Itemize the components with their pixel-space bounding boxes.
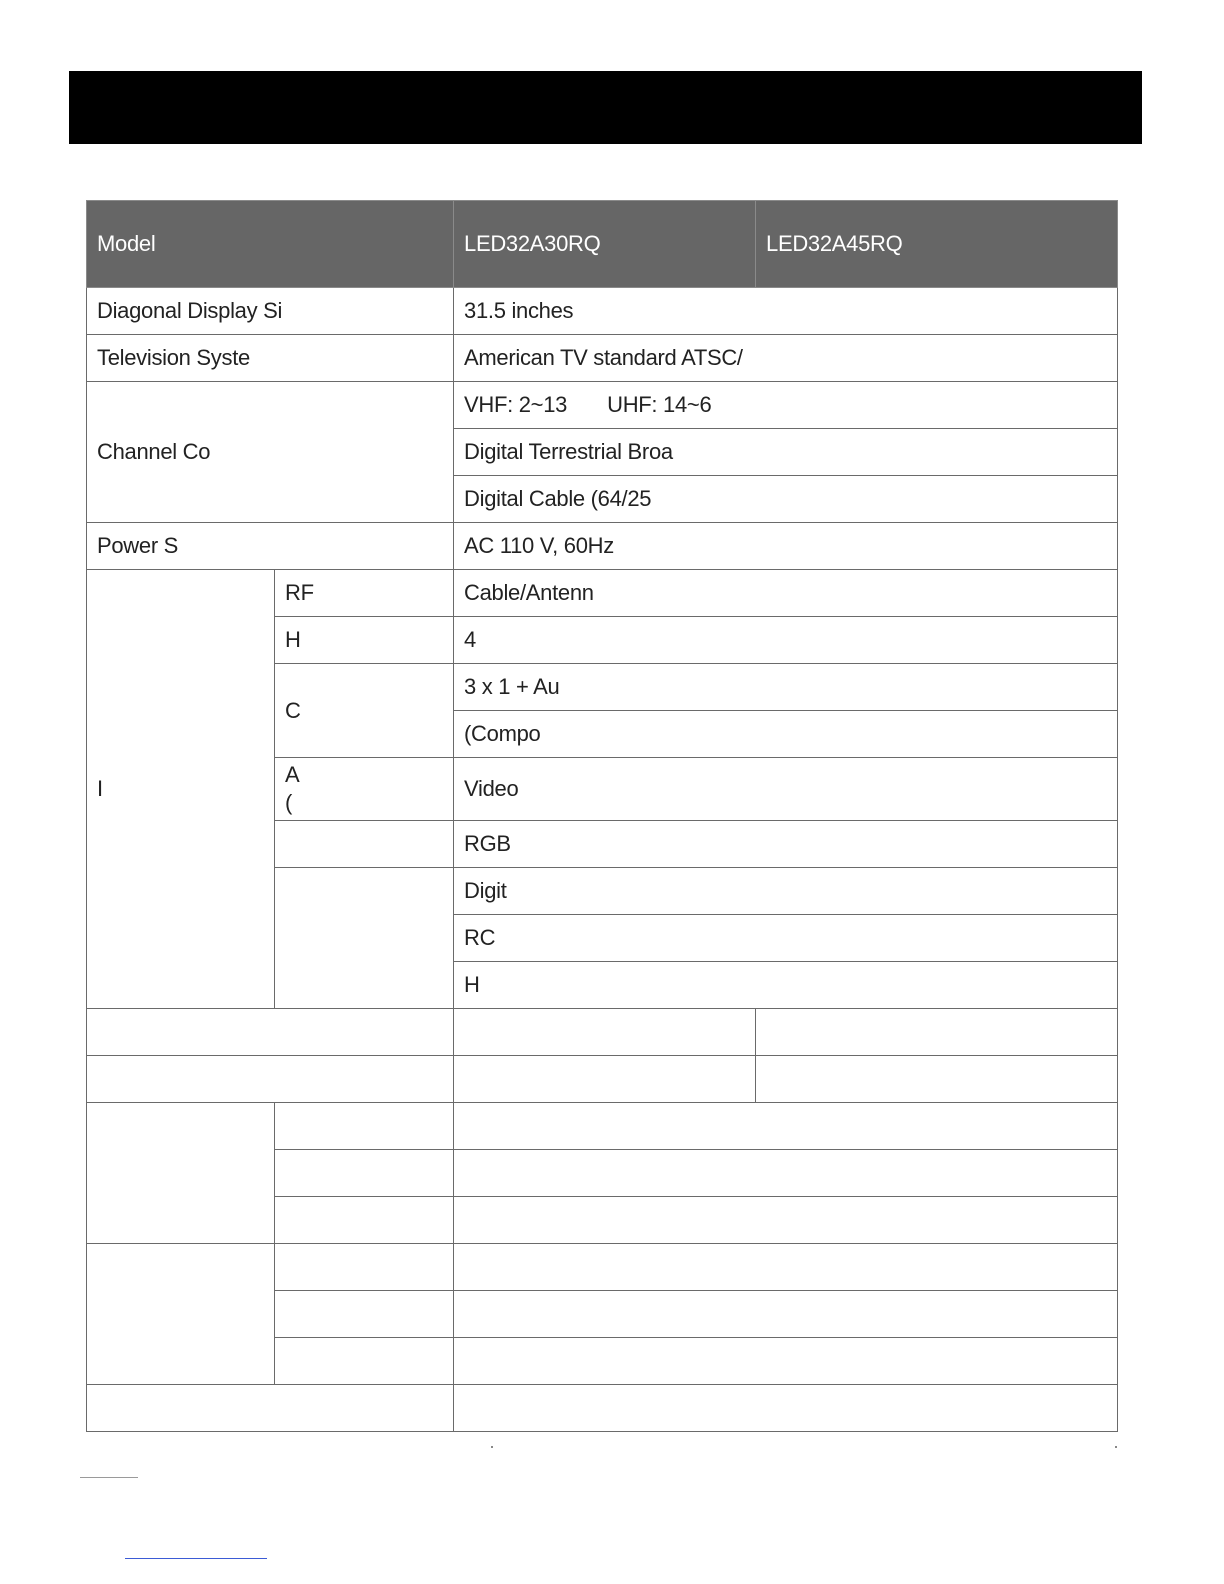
diagonal-value: 31.5 inches [454, 288, 1118, 335]
channel-label: Channel Co [87, 382, 454, 523]
table-row [87, 1385, 1118, 1432]
av-label-line-1: A [285, 762, 300, 787]
footer-link-underline [125, 1558, 267, 1559]
model-b-header: LED32A45RQ [756, 201, 1118, 288]
table-row [87, 335, 1118, 382]
channel-uhf: UHF: 14~6 [607, 392, 712, 417]
blank-cell [87, 1103, 275, 1244]
blank-cell [454, 1103, 1118, 1150]
power-label: Power S [87, 523, 454, 570]
av-label-line-2: ( [285, 790, 293, 815]
tv-system-label: Television Syste [87, 335, 454, 382]
blank-cell [275, 1197, 454, 1244]
output-headphone-value: H [454, 962, 1118, 1009]
channel-digital-cable: Digital Cable (64/25 [454, 476, 1118, 523]
table-row [87, 288, 1118, 335]
table-row [87, 1244, 1118, 1291]
blank-cell [275, 1150, 454, 1197]
model-header-label: Model [87, 201, 454, 288]
footer-divider [80, 1477, 138, 1478]
av-value: Video [454, 758, 1118, 821]
blank-cell [454, 1385, 1118, 1432]
blank-cell [454, 1009, 756, 1056]
blank-cell [756, 1009, 1118, 1056]
blank-cell [454, 1291, 1118, 1338]
rf-label: RF [275, 570, 454, 617]
component-label: C [275, 664, 454, 758]
hdmi-value: 4 [454, 617, 1118, 664]
model-a-header: LED32A30RQ [454, 201, 756, 288]
rf-value: Cable/Antenn [454, 570, 1118, 617]
diagonal-label: Diagonal Display Si [87, 288, 454, 335]
rgb-value: RGB [454, 821, 1118, 868]
table-header-row [87, 201, 1118, 288]
blank-cell [87, 1244, 275, 1385]
blank-cell [87, 1056, 454, 1103]
page-mark [491, 1446, 493, 1448]
table-row [87, 1103, 1118, 1150]
blank-cell [454, 1338, 1118, 1385]
blank-cell [87, 1385, 454, 1432]
av-label [275, 758, 454, 821]
inputs-group-label: I [87, 570, 275, 1009]
blank-cell [454, 1244, 1118, 1291]
component-value-1: 3 x 1 + Au [454, 664, 1118, 711]
blank-cell [275, 1338, 454, 1385]
page-header-bar [69, 71, 1142, 144]
rgb-label [275, 821, 454, 868]
output-rca-value: RC [454, 915, 1118, 962]
hdmi-label: H [275, 617, 454, 664]
outputs-label [275, 868, 454, 1009]
tv-system-value: American TV standard ATSC/ [454, 335, 1118, 382]
table-row [87, 570, 1118, 617]
output-digital-value: Digit [454, 868, 1118, 915]
component-value-2: (Compo [454, 711, 1118, 758]
blank-cell [275, 1291, 454, 1338]
power-value: AC 110 V, 60Hz [454, 523, 1118, 570]
blank-cell [87, 1009, 454, 1056]
blank-cell [275, 1103, 454, 1150]
blank-cell [454, 1197, 1118, 1244]
table-row [87, 523, 1118, 570]
table-row [87, 1009, 1118, 1056]
page-mark [1115, 1446, 1117, 1448]
table-row [87, 382, 1118, 429]
channel-vhf-uhf [454, 382, 1118, 429]
blank-cell [756, 1056, 1118, 1103]
blank-cell [454, 1056, 756, 1103]
channel-digital-terrestrial: Digital Terrestrial Broa [454, 429, 1118, 476]
blank-cell [454, 1150, 1118, 1197]
blank-cell [275, 1244, 454, 1291]
channel-vhf: VHF: 2~13 [464, 392, 568, 417]
table-row [87, 1056, 1118, 1103]
specification-table [86, 200, 1118, 1432]
